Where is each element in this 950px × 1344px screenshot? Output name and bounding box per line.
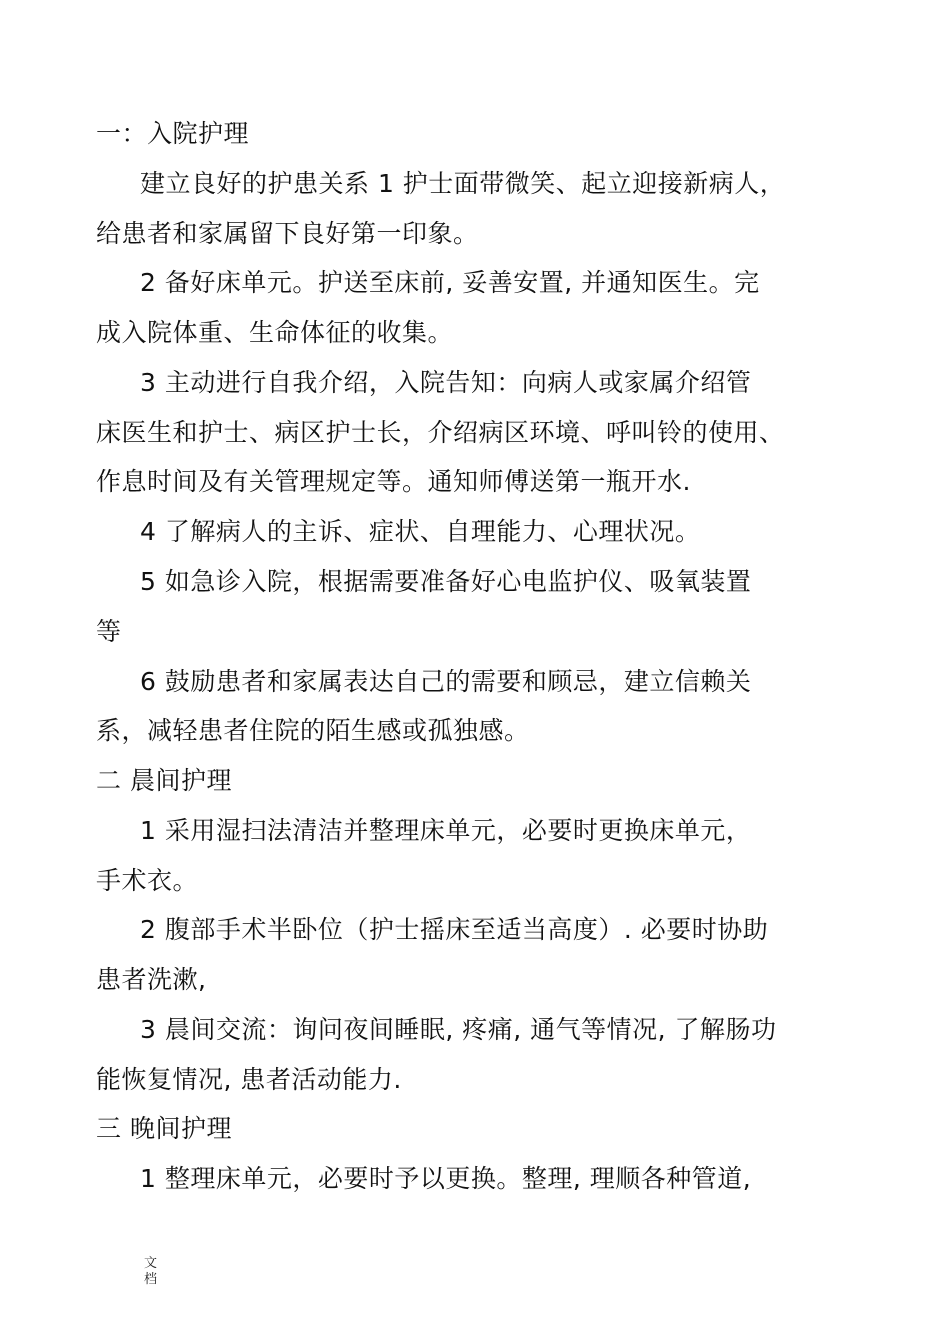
footer-mark: 文档 — [144, 1256, 158, 1287]
paragraph-line: 床医生和护士、病区护士长，介绍病区环境、呼叫铃的使用、 — [96, 418, 785, 447]
section-heading-morning-care: 二 晨间护理 — [96, 766, 232, 795]
paragraph-line: 6 鼓励患者和家属表达自己的需要和顾忌，建立信赖关 — [140, 667, 752, 696]
paragraph-line: 建立良好的护患关系 1 护士面带微笑、起立迎接新病人， — [140, 169, 786, 198]
paragraph-line: 4 了解病人的主诉、症状、自理能力、心理状况。 — [140, 517, 701, 546]
section-heading-admission: 一：入院护理 — [96, 119, 250, 148]
paragraph-line: 3 主动进行自我介绍，入院告知：向病人或家属介绍管 — [140, 368, 752, 397]
paragraph-line: 2 备好床单元。护送至床前, 妥善安置, 并通知医生。完 — [140, 268, 760, 297]
paragraph-line: 给患者和家属留下良好第一印象。 — [96, 219, 479, 248]
paragraph-line: 系，减轻患者住院的陌生感或孤独感。 — [96, 716, 530, 745]
paragraph-line: 2 腹部手术半卧位（护士摇床至适当高度）. 必要时协助 — [140, 915, 769, 944]
paragraph-line: 等 — [96, 617, 122, 646]
paragraph-line: 手术衣。 — [96, 866, 199, 895]
paragraph-line: 1 采用湿扫法清洁并整理床单元，必要时更换床单元， — [140, 816, 752, 845]
paragraph-line: 3 晨间交流：询问夜间睡眠, 疼痛, 通气等情况, 了解肠功 — [140, 1015, 777, 1044]
paragraph-line: 作息时间及有关管理规定等。通知师傅送第一瓶开水. — [96, 467, 691, 496]
paragraph-line: 能恢复情况, 患者活动能力. — [96, 1065, 402, 1094]
paragraph-line: 5 如急诊入院，根据需要准备好心电监护仪、吸氧装置 — [140, 567, 752, 596]
paragraph-line: 患者洗漱, — [96, 965, 207, 994]
paragraph-line: 1 整理床单元，必要时予以更换。整理, 理顺各种管道, — [140, 1164, 752, 1193]
paragraph-line: 成入院体重、生命体征的收集。 — [96, 318, 454, 347]
section-heading-evening-care: 三 晚间护理 — [96, 1114, 232, 1143]
